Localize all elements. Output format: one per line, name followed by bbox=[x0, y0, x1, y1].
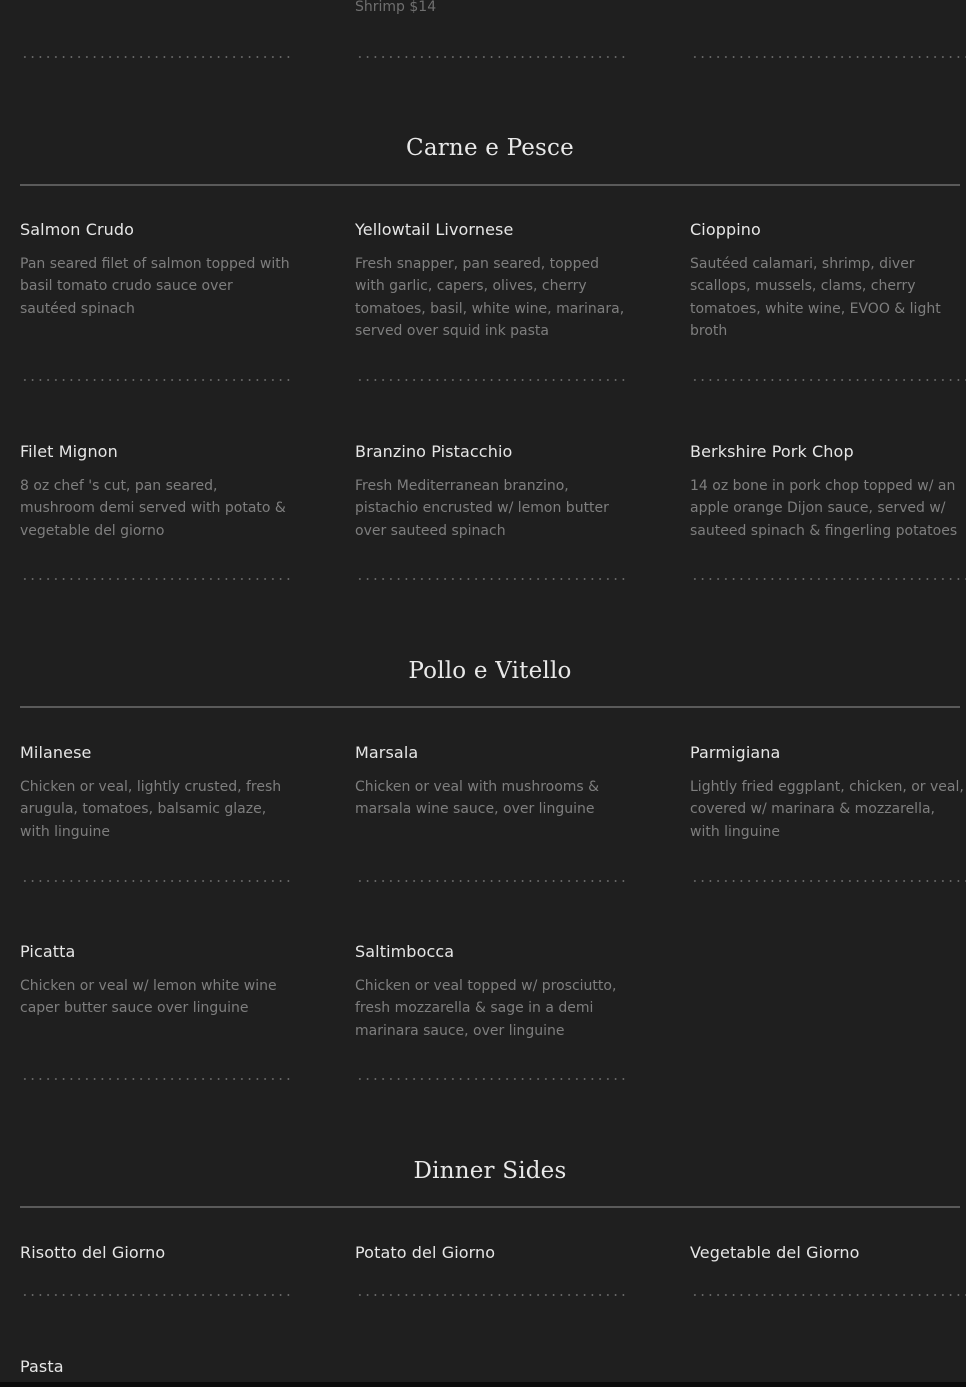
menu-item-desc: Sautéed calamari, shrimp, diver scallops, mussels, clams, cherry tomatoes, white wine, EVOO & light broth bbox=[690, 256, 941, 340]
section-title-sides: Dinner Sides bbox=[413, 1158, 567, 1184]
menu-item-name: Risotto del Giorno bbox=[20, 1243, 166, 1262]
dotted-divider bbox=[691, 56, 966, 58]
menu-item-name: Potato del Giorno bbox=[355, 1243, 496, 1262]
section-title-pollo: Pollo e Vitello bbox=[408, 658, 572, 684]
menu-item-name: Cioppino bbox=[690, 220, 761, 239]
dotted-divider bbox=[691, 379, 966, 381]
menu-item-name: Milanese bbox=[20, 743, 92, 762]
menu-item-name: Yellowtail Livornese bbox=[355, 220, 514, 239]
menu-item-name: Berkshire Pork Chop bbox=[690, 442, 854, 461]
dotted-divider bbox=[356, 578, 626, 580]
dotted-divider bbox=[356, 1078, 626, 1080]
menu-item-desc: Lightly fried eggplant, chicken, or veal, covered w/ marinara & mozzarella, with linguine bbox=[690, 779, 964, 840]
dotted-divider bbox=[21, 880, 291, 882]
dotted-divider bbox=[356, 379, 626, 381]
dotted-divider bbox=[21, 1294, 291, 1296]
dotted-divider bbox=[691, 880, 966, 882]
dotted-divider bbox=[356, 56, 626, 58]
menu-item-name: Branzino Pistacchio bbox=[355, 442, 513, 461]
menu-item-desc: Chicken or veal with mushrooms & marsala wine sauce, over linguine bbox=[355, 779, 600, 818]
dotted-divider bbox=[21, 1078, 291, 1080]
menu-item-desc: 14 oz bone in pork chop topped w/ an apple orange Dijon sauce, served w/ sauteed spinach & fingerling potatoes bbox=[690, 478, 958, 539]
menu-item-desc: Fresh Mediterranean branzino, pistachio encrusted w/ lemon butter over sauteed spinach bbox=[355, 478, 609, 539]
dotted-divider bbox=[356, 1294, 626, 1296]
section-rule bbox=[20, 706, 960, 708]
dotted-divider bbox=[356, 880, 626, 882]
menu-item-name: Vegetable del Giorno bbox=[690, 1243, 860, 1262]
menu-item-name: Salmon Crudo bbox=[20, 220, 135, 239]
previous-item-price: Shrimp $14 bbox=[355, 0, 437, 15]
section-rule bbox=[20, 1206, 960, 1208]
page-bottom-edge bbox=[0, 1382, 966, 1387]
dotted-divider bbox=[691, 578, 966, 580]
menu-item-desc: Pan seared filet of salmon topped with basil tomato crudo sauce over sautéed spinach bbox=[20, 256, 290, 317]
dotted-divider bbox=[691, 1294, 966, 1296]
menu-item-desc: Fresh snapper, pan seared, topped with garlic, capers, olives, cherry tomatoes, basil, white wine, marinara, served over squid ink pasta bbox=[355, 256, 625, 340]
menu-item-name: Picatta bbox=[20, 942, 76, 961]
menu-item-desc: Chicken or veal topped w/ prosciutto, fresh mozzarella & sage in a demi marinara sauce, over linguine bbox=[355, 978, 617, 1039]
dotted-divider bbox=[21, 56, 291, 58]
dotted-divider bbox=[21, 578, 291, 580]
menu-item-name: Parmigiana bbox=[690, 743, 781, 762]
menu-item-name: Filet Mignon bbox=[20, 442, 118, 461]
menu-item-desc: Chicken or veal w/ lemon white wine caper butter sauce over linguine bbox=[20, 978, 277, 1017]
section-title-carne: Carne e Pesce bbox=[406, 135, 574, 161]
menu-item-name: Saltimbocca bbox=[355, 942, 455, 961]
menu-item-desc: Chicken or veal, lightly crusted, fresh arugula, tomatoes, balsamic glaze, with linguine bbox=[20, 779, 282, 840]
menu-item-desc: 8 oz chef 's cut, pan seared, mushroom demi served with potato & vegetable del giorno bbox=[20, 478, 286, 539]
menu-item-name: Marsala bbox=[355, 743, 419, 762]
section-rule bbox=[20, 184, 960, 186]
menu-item-name: Pasta bbox=[20, 1357, 64, 1376]
dotted-divider bbox=[21, 379, 291, 381]
